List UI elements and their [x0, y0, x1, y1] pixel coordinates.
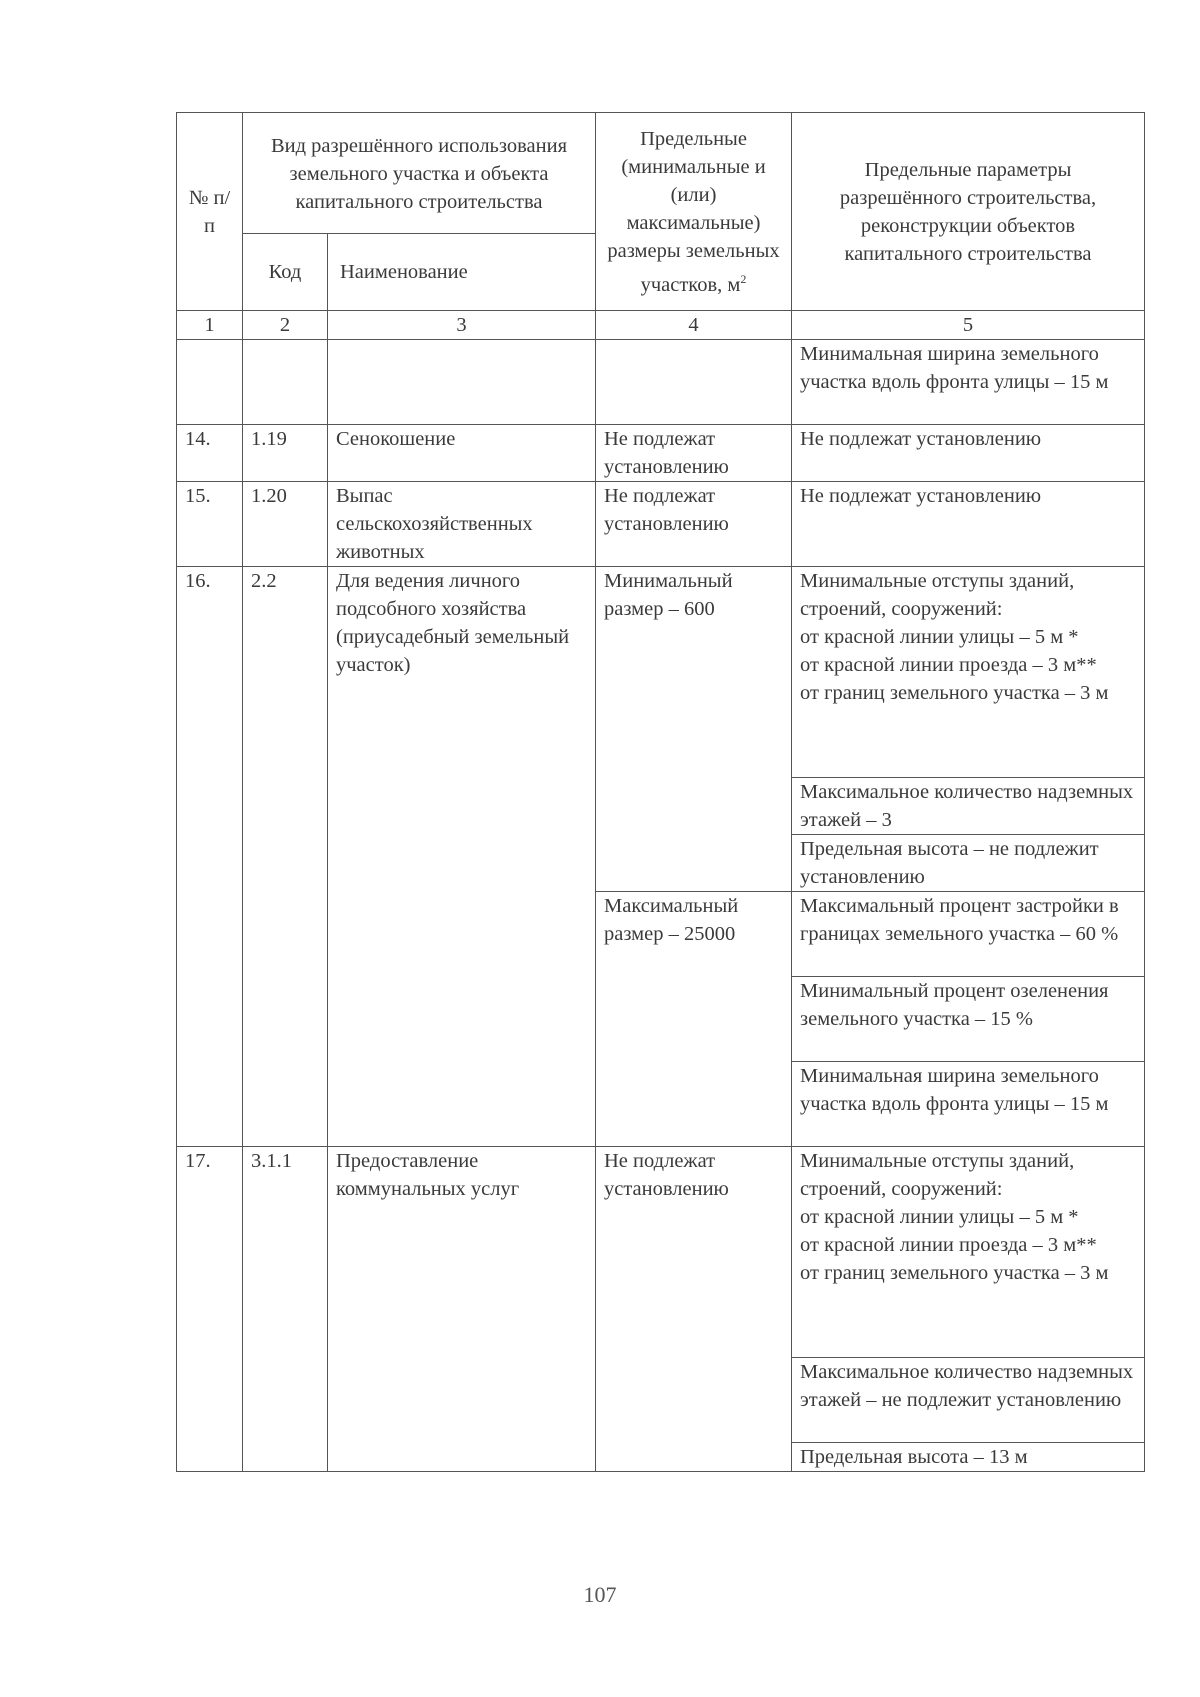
cell-param: Максимальное количество надземных этажей – не подлежит установлению [792, 1358, 1145, 1443]
header-params: Предельные параметры разрешённого строительства, реконструкции объектов капитального строительства [792, 113, 1145, 311]
cell-size: Не подлежат установлению [596, 1147, 792, 1472]
col-num-4: 4 [596, 311, 792, 340]
param-line: от красной линии улицы – 5 м * [800, 626, 1079, 648]
param-line: от красной линии улицы – 5 м * [800, 1206, 1079, 1228]
cell-empty [243, 340, 328, 425]
cell-code: 2.2 [243, 567, 328, 1147]
param-line: от границ земельного участка – 3 м [800, 682, 1109, 704]
cell-no: 14. [177, 425, 243, 482]
cell-no: 15. [177, 482, 243, 567]
cell-param: Минимальная ширина земельного участка вдоль фронта улицы – 15 м [792, 340, 1145, 425]
cell-code: 1.20 [243, 482, 328, 567]
cell-param: Не подлежат установлению [792, 482, 1145, 567]
header-no: № п/п [177, 113, 243, 311]
cell-code: 1.19 [243, 425, 328, 482]
table-row [177, 482, 1145, 567]
param-line: от красной линии проезда – 3 м** [800, 654, 1097, 676]
column-numbers-row [177, 311, 1145, 340]
col-num-5: 5 [792, 311, 1145, 340]
header-code: Код [243, 234, 328, 311]
cell-param: Минимальный процент озеленения земельного участка – 15 % [792, 977, 1145, 1062]
table-header-row [177, 113, 1145, 234]
cell-code: 3.1.1 [243, 1147, 328, 1472]
param-line: Минимальные отступы зданий, строений, сооружений: [800, 570, 1075, 620]
cell-size-min: Минимальный размер – 600 [596, 567, 792, 892]
col-num-3: 3 [328, 311, 596, 340]
table-row [177, 425, 1145, 482]
param-line: от красной линии проезда – 3 м** [800, 1234, 1097, 1256]
cell-name: Для ведения личного подсобного хозяйства (приусадебный земельный участок) [328, 567, 596, 1147]
cell-size-max: Максимальный размер – 25000 [596, 892, 792, 1147]
cell-param: Минимальная ширина земельного участка вдоль фронта улицы – 15 м [792, 1062, 1145, 1147]
col-num-2: 2 [243, 311, 328, 340]
header-size-sup: 2 [740, 271, 747, 286]
param-line: от границ земельного участка – 3 м [800, 1262, 1109, 1284]
cell-param: Предельная высота – не подлежит установлению [792, 835, 1145, 892]
cell-param: Максимальное количество надземных этажей – 3 [792, 778, 1145, 835]
cell-name: Выпас сельскохозяйственных животных [328, 482, 596, 567]
cell-empty [596, 340, 792, 425]
table-row [177, 1147, 1145, 1358]
cell-no: 17. [177, 1147, 243, 1472]
cell-name: Сенокошение [328, 425, 596, 482]
cell-size: Не подлежат установлению [596, 482, 792, 567]
table-row-continuation [177, 340, 1145, 425]
col-num-1: 1 [177, 311, 243, 340]
param-line: Минимальные отступы зданий, строений, сооружений: [800, 1150, 1075, 1200]
cell-param-setbacks [792, 567, 1145, 778]
header-type-group: Вид разрешённого использования земельного участка и объекта капитального строительства [243, 113, 596, 234]
cell-param-setbacks [792, 1147, 1145, 1358]
cell-empty [177, 340, 243, 425]
cell-size: Не подлежат установлению [596, 425, 792, 482]
header-size-text: Предельные (минимальные и (или) максимальные) размеры земельных участков, м [607, 127, 780, 296]
header-size [596, 113, 792, 311]
cell-name: Предоставление коммунальных услуг [328, 1147, 596, 1472]
header-name: Наименование [328, 234, 596, 311]
page-number: 107 [583, 1582, 617, 1607]
table-row [177, 567, 1145, 778]
cell-param: Не подлежат установлению [792, 425, 1145, 482]
cell-no: 16. [177, 567, 243, 1147]
cell-empty [328, 340, 596, 425]
cell-param: Предельная высота – 13 м [792, 1443, 1145, 1472]
land-use-table [176, 112, 1145, 1472]
cell-param: Максимальный процент застройки в границах земельного участка – 60 % [792, 892, 1145, 977]
